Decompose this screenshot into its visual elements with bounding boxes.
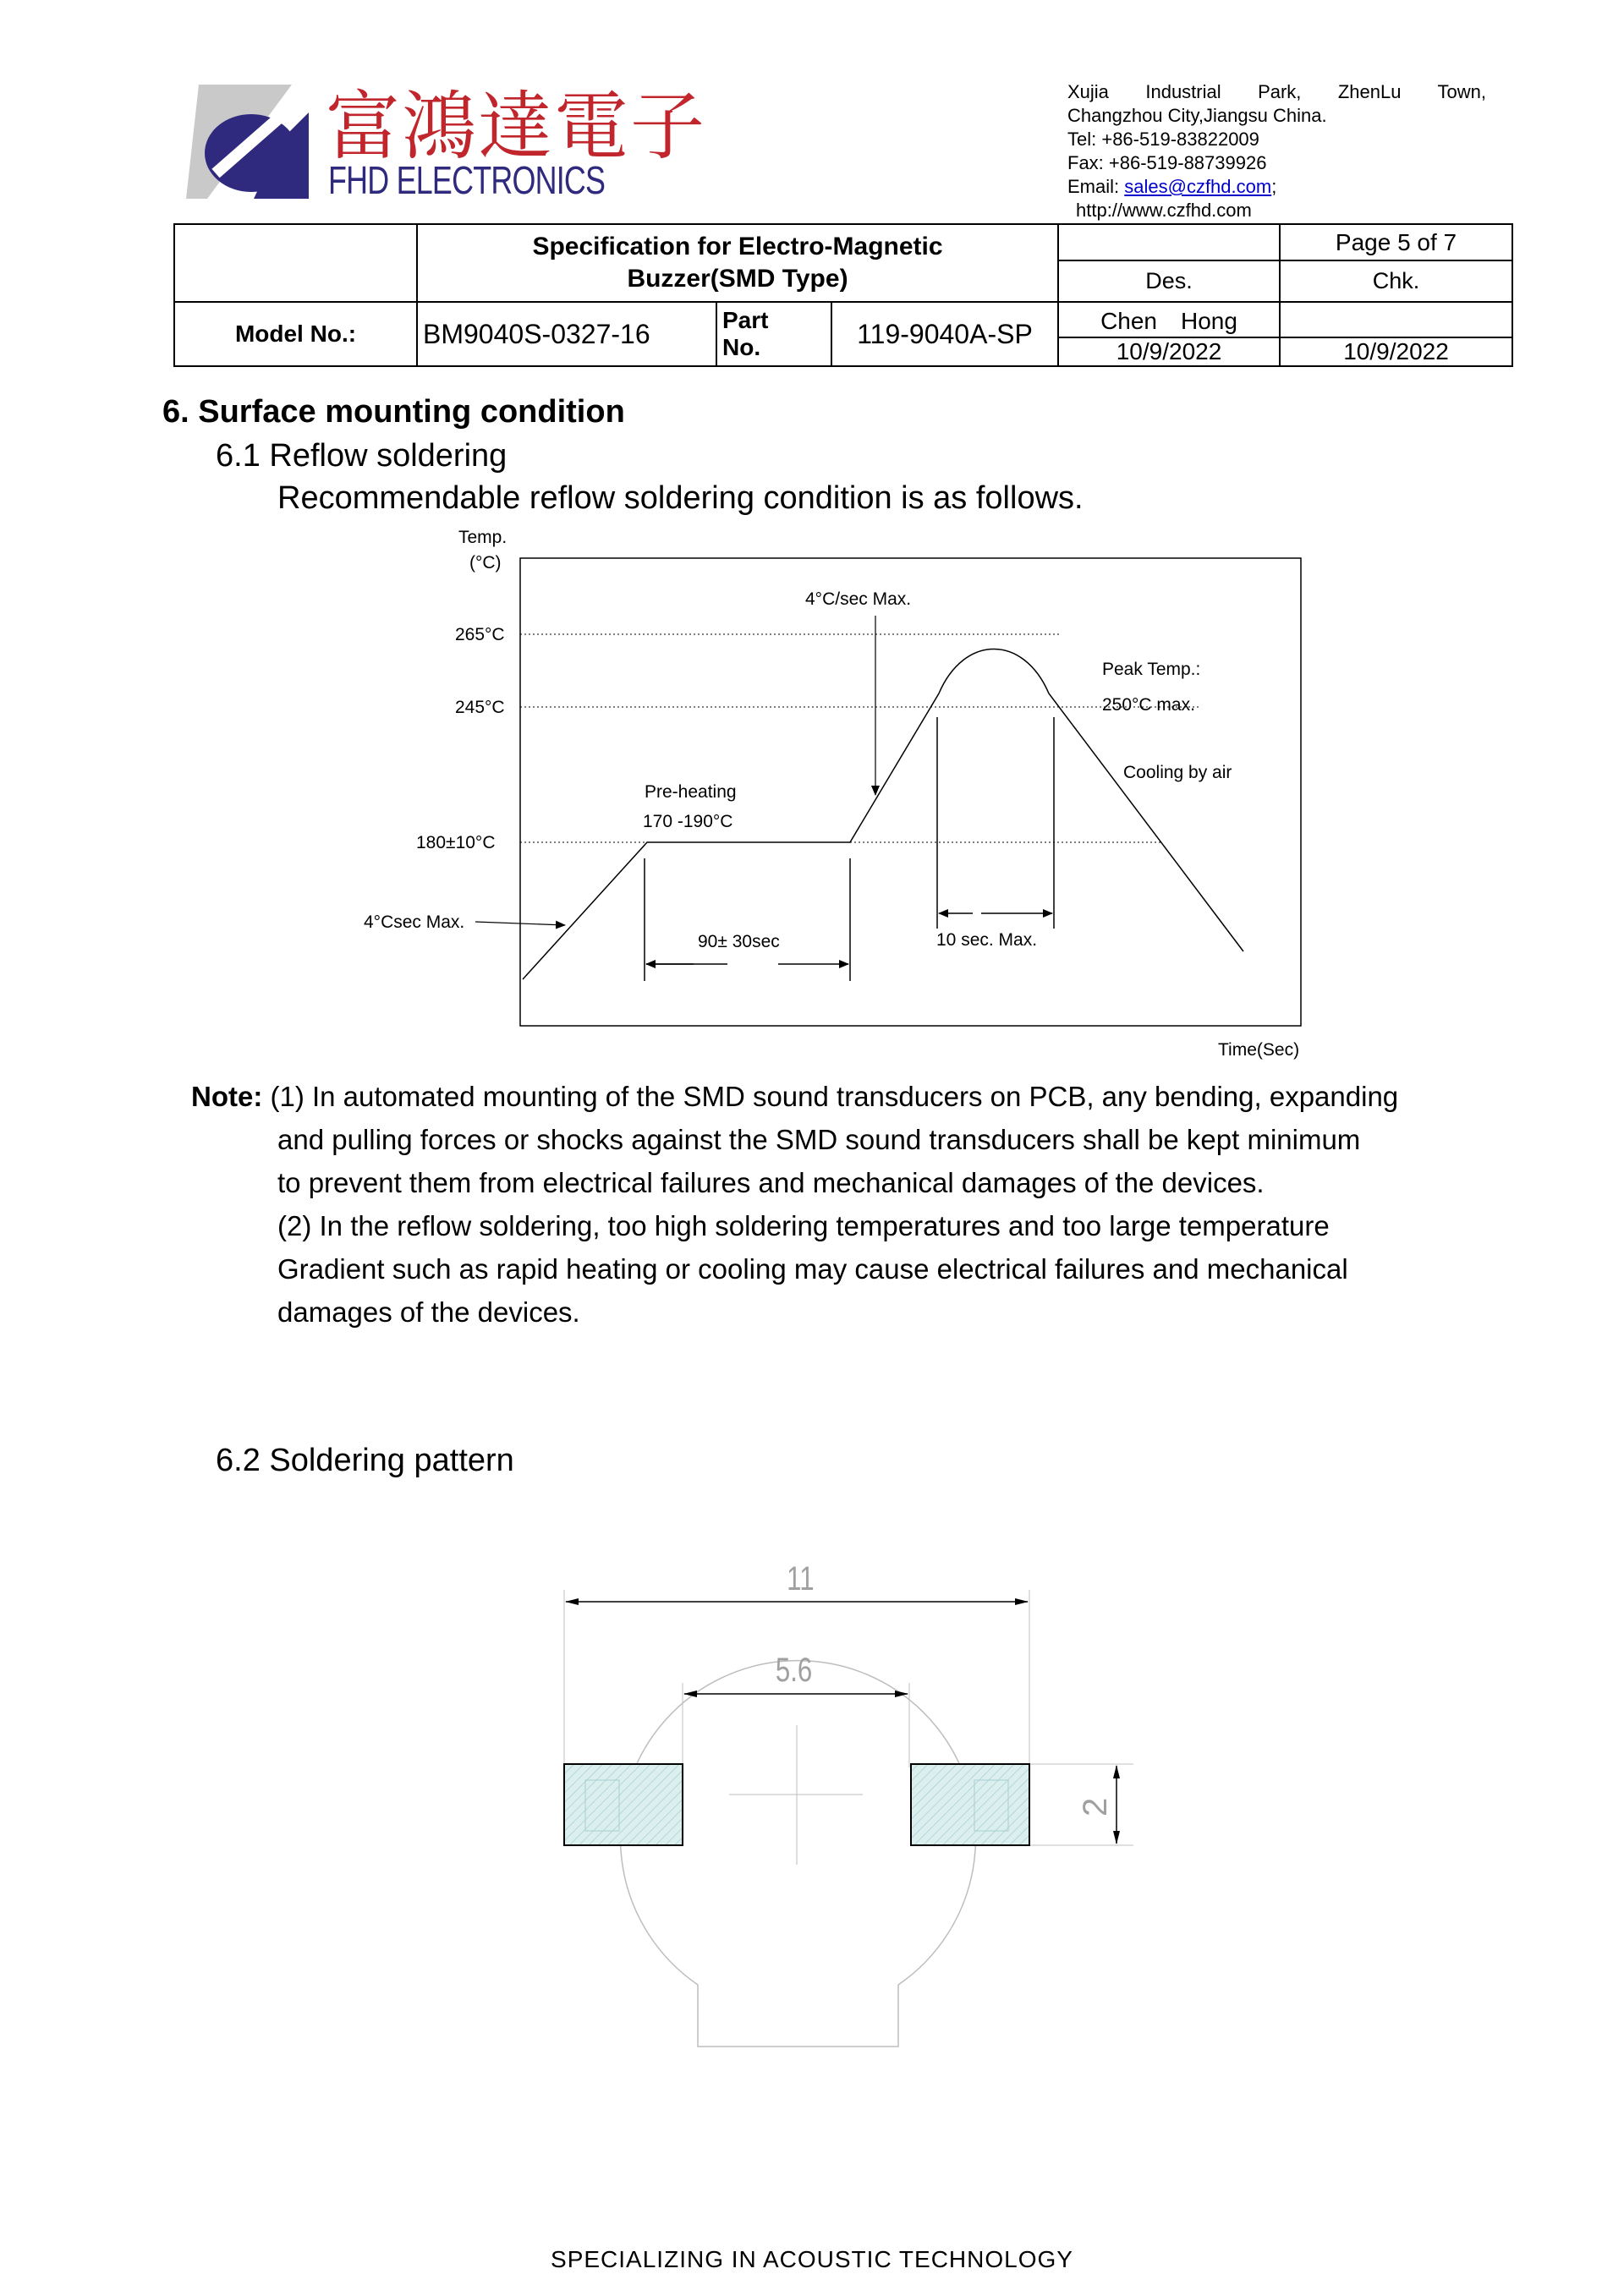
tel: Tel: +86-519-83822009 [1067,129,1259,150]
y-axis-label-1: Temp. [458,528,508,547]
des-name: Chen Hong [1058,302,1280,337]
header-blank-cell [174,224,417,302]
spec-header-table [173,223,1513,367]
email-row [1067,175,1486,199]
part-label-1: Part [722,307,769,333]
fax: Fax: +86-519-88739926 [1067,152,1267,173]
page-footer: SPECIALIZING IN ACOUSTIC TECHNOLOGY [551,2246,1073,2272]
section-title: 6. Surface mounting condition [162,394,625,430]
subsection-pattern: 6.2 Soldering pattern [216,1443,514,1478]
company-name-cn: 富鴻達電子 [326,83,707,170]
doc-title-cell [417,224,1058,302]
website[interactable]: http://www.czfhd.com [1076,200,1252,221]
fhd-logo-icon [182,80,317,207]
preheat-label-2: 170 -190°C [643,812,733,831]
model-value: BM9040S-0327-16 [417,302,716,366]
address-line2: Changzhou City,Jiangsu China. [1067,105,1327,126]
company-name-en: FHD ELECTRONICS [328,158,606,202]
company-address [1067,80,1486,222]
email-suffix: ; [1271,176,1277,197]
note-line4: (2) In the reflow soldering, too high soldering temperatures and too large temperature [277,1210,1330,1241]
reflow-intro: Recommendable reflow soldering condition is as follows. [277,480,1084,516]
subsection-reflow: 6.1 Reflow soldering [216,438,508,474]
ramp2-label: 4°C/sec Max. [805,589,912,609]
email-link[interactable]: sales@czfhd.com [1124,176,1272,197]
reflow-profile-chart [355,524,1328,1070]
preheat-time: 90± 30sec [698,932,780,951]
solder-pad-left [564,1764,683,1845]
chk-label: Chk. [1280,260,1512,302]
note-line3: to prevent them from electrical failures and mechanical damages of the devices. [277,1167,1265,1198]
note-block [191,1075,1511,1334]
page-number: Page 5 of 7 [1280,224,1512,260]
x-axis-label: Time(Sec) [1218,1040,1300,1060]
buzzer-outline [621,1661,976,2047]
tick-245: 245°C [455,698,505,717]
note-line5: Gradient such as rapid heating or cooling may cause electrical failures and mechanical [277,1253,1348,1285]
solder-pad-right [911,1764,1029,1845]
note-line1 [191,1075,1511,1118]
part-label-2: No. [722,334,761,360]
part-value: 119-9040A-SP [831,302,1058,366]
dim-gap: 5.6 [775,1651,813,1689]
model-label: Model No.: [174,302,417,366]
peak-label-2: 250°C max. [1102,695,1195,715]
note-line2: and pulling forces or shocks against the SMD sound transducers shall be kept minimum [277,1124,1361,1155]
chart-frame [520,558,1301,1026]
des-date: 10/9/2022 [1058,337,1280,366]
tick-265: 265°C [455,625,505,644]
part-label [716,302,831,366]
note-text-1: (1) In automated mounting of the SMD sound transducers on PCB, any bending, expanding [262,1081,1399,1112]
doc-title-line1: Specification for Electro-Magnetic [532,233,943,260]
ramp-label: 4°Csec Max. [364,912,465,932]
chk-name [1280,302,1512,337]
peak-label-1: Peak Temp.: [1102,660,1201,679]
chk-date: 10/9/2022 [1280,337,1512,366]
soldering-pattern-drawing [541,1548,1150,2072]
note-line6: damages of the devices. [277,1296,580,1328]
dim-height: 2 [1077,1797,1114,1817]
peak-time: 10 sec. Max. [936,930,1038,950]
company-logo [182,80,317,207]
y-axis-label-2: (°C) [469,553,502,573]
des-label: Des. [1058,260,1280,302]
dim-overall: 11 [787,1559,815,1597]
header-empty-cell [1058,224,1280,260]
email-label: Email: [1067,176,1125,197]
preheat-label-1: Pre-heating [645,782,737,802]
doc-title-line2: Buzzer(SMD Type) [627,265,848,293]
address-line1: Xujia Industrial Park, ZhenLu Town, [1067,81,1486,102]
note-label: Note: [191,1081,263,1112]
cooling-label: Cooling by air [1123,763,1232,782]
tick-180: 180±10°C [416,833,496,852]
